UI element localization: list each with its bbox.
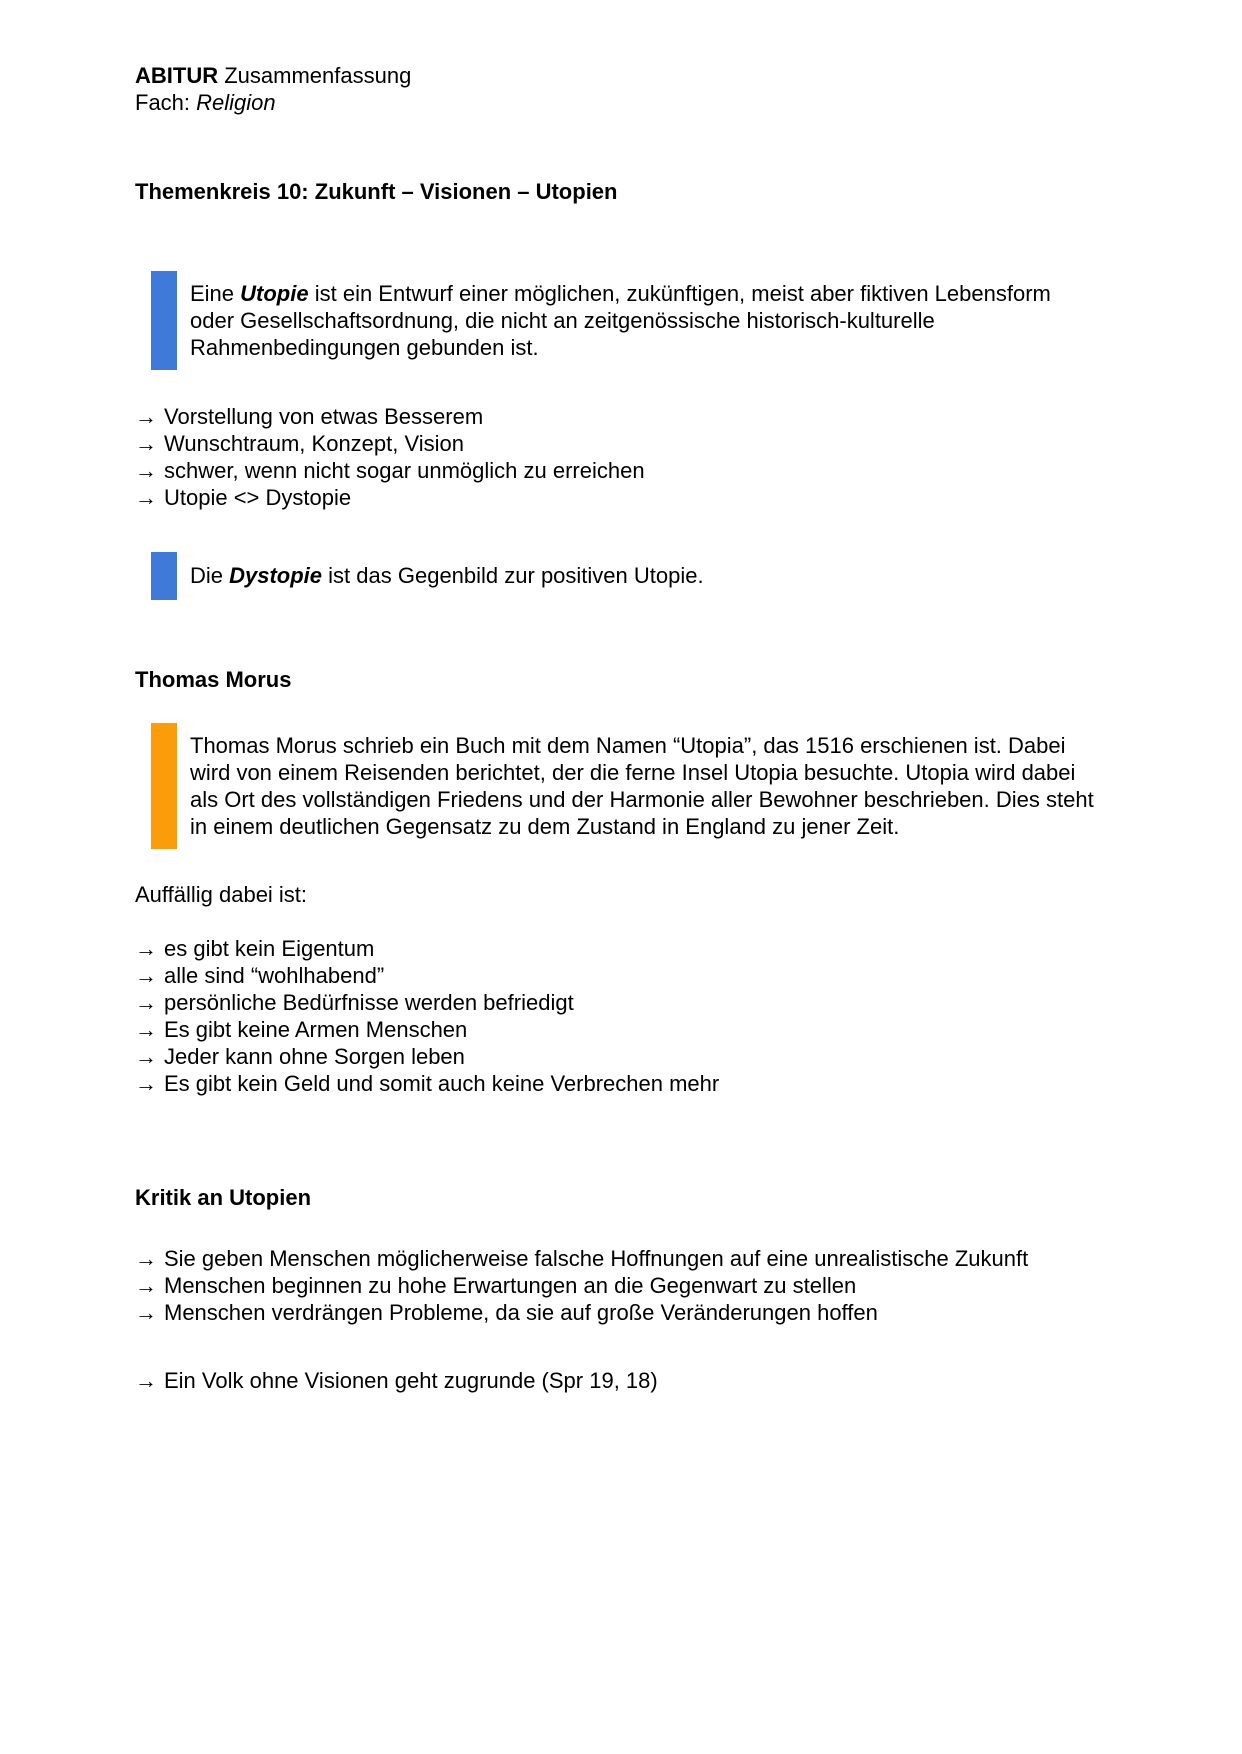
thomas-morus-quote-text: Thomas Morus schrieb ein Buch mit dem Namen “Utopia”, das 1516 erschienen ist. Dabei wird von einem Reisenden berichtet, der die ferne Insel Utopia besuchte. Utopia wird dabei als Ort des vollständigen Friedens und der Harmonie aller Bewohner beschrieben. Dies steht in einem deutlichen Gegensatz zu dem Zustand in England zu jener Zeit.	[190, 733, 1094, 839]
arrow-glyph: →	[135, 485, 157, 510]
list-item-text: Menschen beginnen zu hohe Erwartungen an die Gegenwart zu stellen	[164, 1273, 857, 1298]
list-item	[135, 403, 1107, 430]
arrow-glyph: →	[135, 404, 157, 429]
subject-label: Fach:	[135, 90, 197, 115]
list-item	[135, 1016, 1107, 1043]
definition-quote-utopie	[151, 271, 1095, 370]
quote-dystopie-term: Dystopie	[229, 563, 323, 588]
list-item-text: Menschen verdrängen Probleme, da sie auf große Veränderungen hoffen	[164, 1300, 878, 1325]
list-item-text: Es gibt keine Armen Menschen	[164, 1017, 468, 1042]
list-item-text: persönliche Bedürfnisse werden befriedigt	[164, 990, 574, 1015]
kritik-heading: Kritik an Utopien	[135, 1185, 312, 1210]
arrow-glyph: →	[135, 1273, 157, 1298]
list-item-text: es gibt kein Eigentum	[164, 936, 375, 961]
list-item-text: Utopie <> Dystopie	[164, 485, 352, 510]
arrow-glyph: →	[135, 1246, 157, 1271]
subject-line	[135, 89, 1107, 116]
doc-title-rest: Zusammenfassung	[218, 63, 412, 88]
section-title: Themenkreis 10: Zukunft – Visionen – Utopien	[135, 179, 618, 204]
arrow-glyph: →	[135, 936, 157, 961]
arrow-glyph: →	[135, 963, 157, 988]
list-item	[135, 1070, 1107, 1097]
quote-utopie-term: Utopie	[240, 281, 309, 306]
arrow-glyph: →	[135, 1044, 157, 1069]
list-item	[135, 935, 1107, 962]
quote-utopie-rest: ist ein Entwurf einer möglichen, zukünftigen, meist aber fiktiven Lebensform oder Gesellschaftsordnung, die nicht an zeitgenössische historisch-kulturelle Rahmenbedingungen gebunden ist.	[190, 281, 1051, 360]
doc-title	[135, 62, 1107, 89]
morus-points-list	[135, 935, 1107, 1097]
list-item	[135, 430, 1107, 457]
list-item	[135, 1245, 1107, 1272]
arrow-glyph: →	[135, 1017, 157, 1042]
list-item	[135, 457, 1107, 484]
list-item-text: Jeder kann ohne Sorgen leben	[164, 1044, 465, 1069]
definition-quote-dystopie	[151, 552, 1095, 600]
quote-utopie-prefix: Eine	[190, 281, 241, 306]
utopie-points-list	[135, 403, 1107, 511]
arrow-glyph: →	[135, 458, 157, 483]
list-item-text: Vorstellung von etwas Besserem	[164, 404, 484, 429]
list-item-text: schwer, wenn nicht sogar unmöglich zu erreichen	[164, 458, 645, 483]
auffaellig-label: Auffällig dabei ist:	[135, 882, 308, 907]
list-item-text: Sie geben Menschen möglicherweise falsche Hoffnungen auf eine unrealistische Zukunft	[164, 1246, 1029, 1271]
arrow-glyph: →	[135, 1368, 157, 1393]
list-item-text: alle sind “wohlhabend”	[164, 963, 385, 988]
list-item	[135, 989, 1107, 1016]
kritik-points-list	[135, 1245, 1107, 1326]
list-item	[135, 1043, 1107, 1070]
subject-value: Religion	[196, 90, 276, 115]
list-item-text: Ein Volk ohne Visionen geht zugrunde (Spr 19, 18)	[164, 1368, 658, 1393]
list-item	[135, 962, 1107, 989]
arrow-glyph: →	[135, 431, 157, 456]
thomas-morus-quote	[151, 723, 1095, 849]
arrow-glyph: →	[135, 990, 157, 1015]
list-item	[135, 1299, 1107, 1326]
arrow-glyph: →	[135, 1300, 157, 1325]
list-item	[135, 484, 1107, 511]
doc-title-bold: ABITUR	[135, 63, 219, 88]
list-item	[135, 1272, 1107, 1299]
volk-ohne-visionen-line	[135, 1367, 1107, 1394]
list-item-text: Es gibt kein Geld und somit auch keine Verbrechen mehr	[164, 1071, 720, 1096]
thomas-morus-heading: Thomas Morus	[135, 667, 292, 692]
quote-dystopie-prefix: Die	[190, 563, 230, 588]
arrow-glyph: →	[135, 1071, 157, 1096]
quote-dystopie-rest: ist das Gegenbild zur positiven Utopie.	[322, 563, 704, 588]
list-item-text: Wunschtraum, Konzept, Vision	[164, 431, 465, 456]
